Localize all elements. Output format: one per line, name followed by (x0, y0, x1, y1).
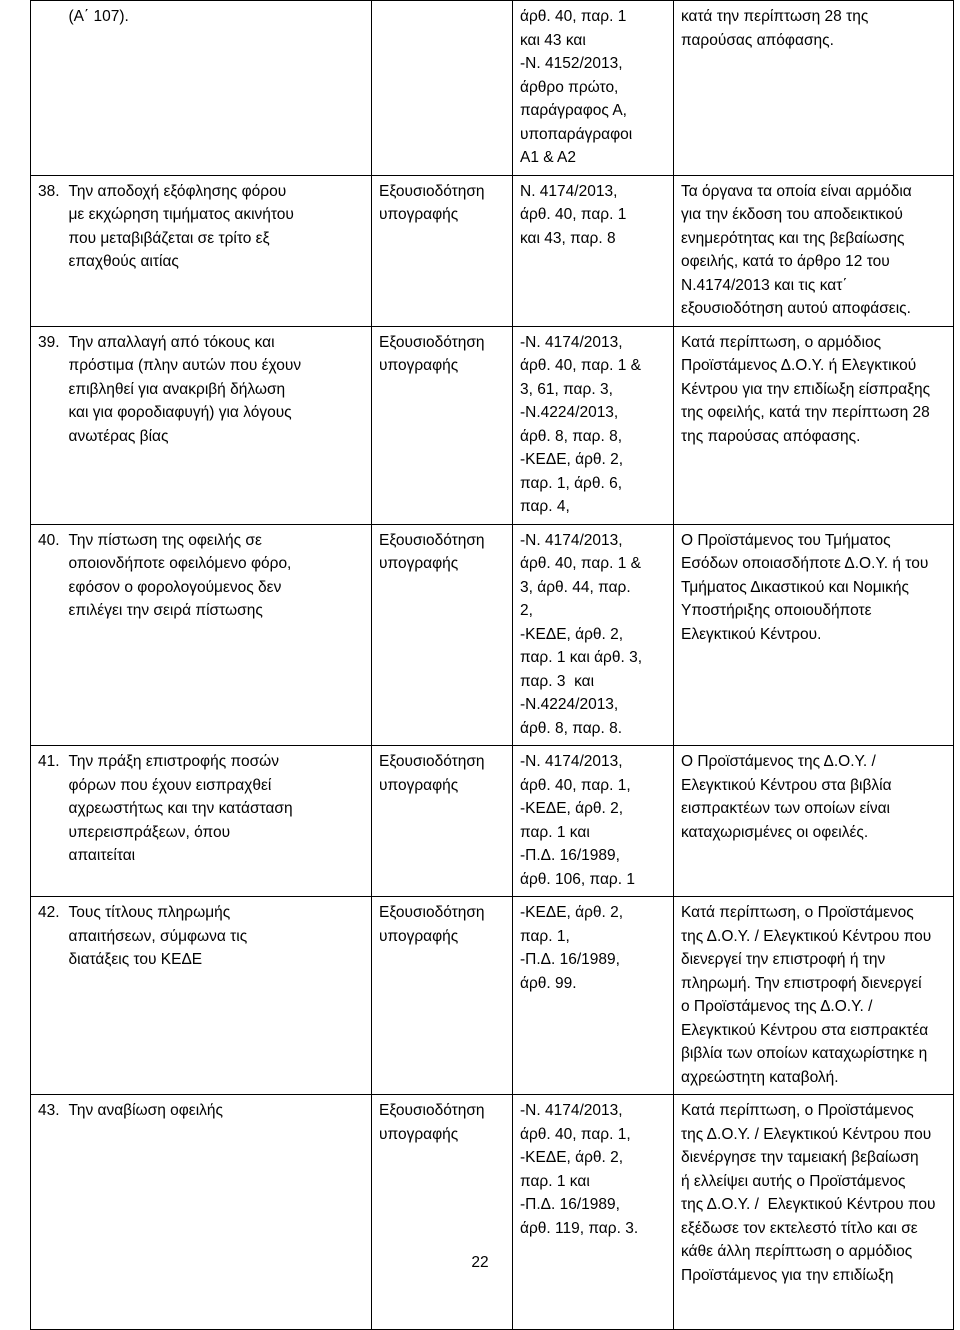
competent-authority-line: αχρεώστητη καταβολή. (681, 1068, 839, 1086)
legal-basis-line: -Ν. 4174/2013, (520, 531, 623, 549)
item-number-cell (31, 524, 69, 746)
authorization-type-line: υπογραφής (379, 776, 459, 794)
competent-authority-line: ή ελλείψει αυτής ο Προϊστάμενος (681, 1172, 906, 1190)
authorization-type-line: υπογραφής (379, 555, 459, 572)
legal-basis-line: παρ. 1, άρθ. 6, (520, 474, 623, 492)
item-description-line: επιλέγει την σειρά πίστωσης (68, 602, 263, 619)
authorization-type-cell (372, 524, 513, 746)
item-description-line: φόρων που έχουν εισπραχθεί (68, 776, 272, 794)
competent-authority-line: της οφειλής, κατά την περίπτωση 28 (681, 404, 930, 421)
legal-basis-line: άρθ. 106, παρ. 1 (520, 870, 635, 888)
legal-basis-line: και 43, παρ. 8 (520, 229, 616, 247)
competent-authority-line: καταχωρισμένες οι οφειλές. (681, 823, 869, 841)
item-description-line: ανωτέρας βίας (68, 427, 169, 445)
legal-basis-cell (513, 175, 674, 326)
legal-basis-line: άρθ. 40, παρ. 1 (520, 206, 627, 223)
legal-basis-cell (513, 524, 674, 746)
legal-basis-line: παρ. 1 και άρθ. 3, (520, 649, 643, 666)
competent-authority-line: διενέργησε την ταμειακή βεβαίωση (681, 1149, 919, 1166)
item-number: 42. (38, 904, 60, 921)
page-number: 22 (471, 1254, 489, 1271)
legal-basis-line: παρ. 3 και (520, 672, 595, 690)
competent-authority-line: Προϊστάμενος Δ.Ο.Υ. ή Ελεγκτικού (681, 357, 917, 374)
legal-basis-line: άρθ. 40, παρ. 1 (520, 8, 627, 25)
legal-basis-line: 3, άρθ. 44, παρ. (520, 578, 631, 596)
legal-basis-line: παράγραφος Α, (520, 102, 627, 119)
legal-basis-line: άρθ. 8, παρ. 8, (520, 427, 623, 445)
legal-basis-line: -ΚΕΔΕ, άρθ. 2, (520, 625, 624, 643)
authorization-type-line: Εξουσιοδότηση (379, 531, 485, 549)
item-description-line: Την αναβίωση οφειλής (68, 1102, 224, 1119)
authorization-type-line: Εξουσιοδότηση (379, 904, 485, 921)
legal-basis-line: παρ. 4, (520, 498, 570, 515)
table-row (31, 175, 954, 326)
item-description-cell (69, 746, 372, 897)
competent-authority-line: της παρούσας απόφασης. (681, 427, 861, 445)
competent-authority-cell (674, 524, 954, 746)
competent-authority-line: βιβλία των οποίων καταχωρίστηκε η (681, 1045, 928, 1062)
item-description-line: επαχθούς αιτίας (68, 253, 179, 270)
item-number: 40. (38, 531, 60, 549)
competent-authority-line: Κατά περίπτωση, ο Προϊστάμενος (681, 1102, 914, 1119)
competent-authority-line: εξουσιοδότηση αυτού αποφάσεις. (681, 300, 911, 317)
authorization-type-cell (372, 1, 513, 176)
competent-authority-line: ο Προϊστάμενος της Δ.Ο.Υ. / (681, 998, 873, 1015)
item-number: 43. (38, 1102, 60, 1119)
legal-basis-line: Α1 & Α2 (520, 149, 577, 166)
item-description-cell (69, 1095, 372, 1330)
competent-authority-line: Κέντρου για την επιδίωξη είσπραξης (681, 380, 931, 398)
authorization-type-cell (372, 1095, 513, 1330)
delegation-table (30, 0, 954, 1330)
competent-authority-cell (674, 897, 954, 1095)
legal-basis-line: άρθ. 40, παρ. 1, (520, 1125, 631, 1143)
legal-basis-line: άρθ. 40, παρ. 1, (520, 776, 631, 794)
legal-basis-line: 3, 61, παρ. 3, (520, 380, 613, 398)
legal-basis-line: άρθ. 119, παρ. 3. (520, 1219, 639, 1237)
item-number: 39. (38, 333, 60, 351)
item-number-cell (31, 897, 69, 1095)
legal-basis-line: παρ. 1, (520, 927, 570, 945)
competent-authority-line: Τμήματος Δικαστικού και Νομικής (681, 578, 909, 596)
item-description-line: εφόσον ο φορολογούμενος δεν (68, 578, 282, 596)
item-number-cell (31, 1095, 69, 1330)
item-description-cell (69, 1, 372, 176)
competent-authority-line: Ελεγκτικού Κέντρου. (681, 625, 822, 643)
legal-basis-line: παρ. 1 και (520, 1172, 590, 1190)
authorization-type-line: υπογραφής (379, 1125, 459, 1143)
legal-basis-line: -Ν. 4174/2013, (520, 1102, 623, 1119)
competent-authority-line: Κατά περίπτωση, ο Προϊστάμενος (681, 904, 914, 921)
table-row (31, 1, 954, 176)
legal-basis-line: -ΚΕΔΕ, άρθ. 2, (520, 1149, 624, 1166)
competent-authority-line: Κατά περίπτωση, ο αρμόδιος (681, 333, 882, 351)
item-description-line: Την πίστωση της οφειλής σε (68, 531, 262, 549)
legal-basis-line: άρθ. 40, παρ. 1 & (520, 357, 641, 374)
authorization-type-line: Εξουσιοδότηση (379, 753, 485, 770)
legal-basis-line: -Ν. 4174/2013, (520, 333, 623, 351)
legal-basis-cell (513, 746, 674, 897)
item-description-cell (69, 524, 372, 746)
authorization-type-cell (372, 897, 513, 1095)
competent-authority-line: Υποστήριξης οποιουδήποτε (681, 602, 872, 619)
legal-basis-cell (513, 897, 674, 1095)
competent-authority-line: πληρωμή. Την επιστροφή διενεργεί (681, 974, 922, 992)
competent-authority-line: Ο Προϊστάμενος του Τμήματος (681, 531, 891, 549)
item-description-line: διατάξεις του ΚΕΔΕ (68, 951, 203, 968)
item-description-line: και για φοροδιαφυγή) για λόγους (68, 404, 292, 421)
competent-authority-line: Τα όργανα τα οποία είναι αρμόδια (681, 182, 912, 200)
legal-basis-line: -Ν.4224/2013, (520, 696, 619, 713)
competent-authority-cell (674, 1095, 954, 1330)
legal-basis-line: -Π.Δ. 16/1989, (520, 951, 620, 968)
legal-basis-line: -Ν. 4174/2013, (520, 753, 623, 770)
competent-authority-line: Προϊστάμενος για την επιδίωξη (681, 1266, 894, 1284)
competent-authority-line: εξέδωσε τον εκτελεστό τίτλο και σε (681, 1219, 918, 1237)
item-description-line: Την απαλλαγή από τόκους και (68, 333, 275, 351)
competent-authority-line: ενημερότητας και της βεβαίωσης (681, 229, 905, 247)
table-row (31, 326, 954, 524)
legal-basis-line: άρθ. 8, παρ. 8. (520, 719, 623, 737)
item-description-line: επιβληθεί για ανακριβή δήλωση (68, 380, 286, 398)
table-row (31, 1095, 954, 1330)
item-description-cell (69, 326, 372, 524)
item-description-line: Την αποδοχή εξόφλησης φόρου (68, 182, 287, 200)
competent-authority-line: Εσόδων οποιασδήποτε Δ.Ο.Υ. ή του (681, 555, 929, 572)
competent-authority-line: Ελεγκτικού Κέντρου στα βιβλία (681, 776, 892, 794)
authorization-type-line: υπογραφής (379, 357, 459, 374)
table-row (31, 524, 954, 746)
item-description-line: Την πράξη επιστροφής ποσών (68, 753, 279, 770)
legal-basis-line: Ν. 4174/2013, (520, 182, 618, 200)
item-number: 41. (38, 753, 60, 770)
authorization-type-cell (372, 175, 513, 326)
legal-basis-line: υποπαράγραφοι (520, 125, 633, 143)
item-description-line: με εκχώρηση τιμήματος ακινήτου (68, 206, 294, 223)
item-description-line: υπερεισπράξεων, όπου (68, 823, 231, 841)
item-description-line: απαιτείται (68, 847, 136, 864)
legal-basis-cell (513, 1, 674, 176)
legal-basis-line: άρθρο πρώτο, (520, 78, 619, 96)
legal-basis-cell (513, 326, 674, 524)
item-description-cell (69, 897, 372, 1095)
legal-basis-line: -Π.Δ. 16/1989, (520, 847, 620, 864)
legal-basis-line: -ΚΕΔΕ, άρθ. 2, (520, 800, 624, 817)
item-description-line: αχρεωστήτως και την κατάσταση (68, 800, 293, 817)
legal-basis-line: και 43 και (520, 31, 586, 49)
competent-authority-line: Ν.4174/2013 και τις κατ΄ (681, 276, 848, 294)
item-number: 38. (38, 182, 60, 200)
item-description-cell (69, 175, 372, 326)
legal-basis-line: -Ν. 4152/2013, (520, 55, 623, 72)
table-row (31, 897, 954, 1095)
competent-authority-cell (674, 175, 954, 326)
item-description-line: (Α΄ 107). (68, 8, 129, 25)
table-row (31, 746, 954, 897)
authorization-type-line: Εξουσιοδότηση (379, 333, 485, 351)
legal-basis-line: παρ. 1 και (520, 823, 590, 841)
competent-authority-line: παρούσας απόφασης. (681, 31, 834, 49)
legal-basis-line: -Ν.4224/2013, (520, 404, 619, 421)
item-number-cell (31, 1, 69, 176)
item-description-line: οποιονδήποτε οφειλόμενο φόρο, (68, 555, 292, 572)
legal-basis-line: 2, (520, 602, 533, 619)
competent-authority-line: οφειλής, κατά το άρθρο 12 του (681, 253, 890, 270)
item-description-line: Τους τίτλους πληρωμής (68, 904, 231, 921)
competent-authority-line: της Δ.Ο.Υ. / Ελεγκτικού Κέντρου που (681, 1196, 936, 1213)
competent-authority-line: Ο Προϊστάμενος της Δ.Ο.Υ. / (681, 753, 876, 770)
item-number-cell (31, 175, 69, 326)
item-description-line: πρόστιμα (πλην αυτών που έχουν (68, 357, 302, 374)
authorization-type-cell (372, 326, 513, 524)
authorization-type-cell (372, 746, 513, 897)
legal-basis-line: -ΚΕΔΕ, άρθ. 2, (520, 451, 624, 468)
item-number-cell (31, 746, 69, 897)
authorization-type-line: Εξουσιοδότηση (379, 182, 485, 200)
legal-basis-line: -Π.Δ. 16/1989, (520, 1196, 620, 1213)
competent-authority-line: κατά την περίπτωση 28 της (681, 8, 869, 25)
competent-authority-line: της Δ.Ο.Υ. / Ελεγκτικού Κέντρου που (681, 1125, 932, 1143)
competent-authority-line: για την έκδοση του αποδεικτικού (681, 206, 903, 223)
competent-authority-cell (674, 326, 954, 524)
authorization-type-line: υπογραφής (379, 206, 459, 223)
item-description-line: απαιτήσεων, σύμφωνα τις (68, 927, 248, 945)
competent-authority-cell (674, 1, 954, 176)
competent-authority-cell (674, 746, 954, 897)
authorization-type-line: Εξουσιοδότηση (379, 1102, 485, 1119)
legal-basis-cell (513, 1095, 674, 1330)
competent-authority-line: εισπρακτέων των οποίων είναι (681, 800, 891, 817)
competent-authority-line: της Δ.Ο.Υ. / Ελεγκτικού Κέντρου που (681, 927, 932, 945)
legal-basis-line: -ΚΕΔΕ, άρθ. 2, (520, 904, 624, 921)
competent-authority-line: κάθε άλλη περίπτωση ο αρμόδιος (681, 1243, 913, 1260)
item-description-line: που μεταβιβάζεται σε τρίτο εξ (68, 229, 270, 247)
competent-authority-line: Ελεγκτικού Κέντρου στα εισπρακτέα (681, 1021, 929, 1039)
legal-basis-line: άρθ. 40, παρ. 1 & (520, 555, 641, 572)
authorization-type-line: υπογραφής (379, 927, 459, 945)
legal-basis-line: άρθ. 99. (520, 974, 577, 992)
item-number-cell (31, 326, 69, 524)
competent-authority-line: διενεργεί την επιστροφή ή την (681, 951, 886, 968)
